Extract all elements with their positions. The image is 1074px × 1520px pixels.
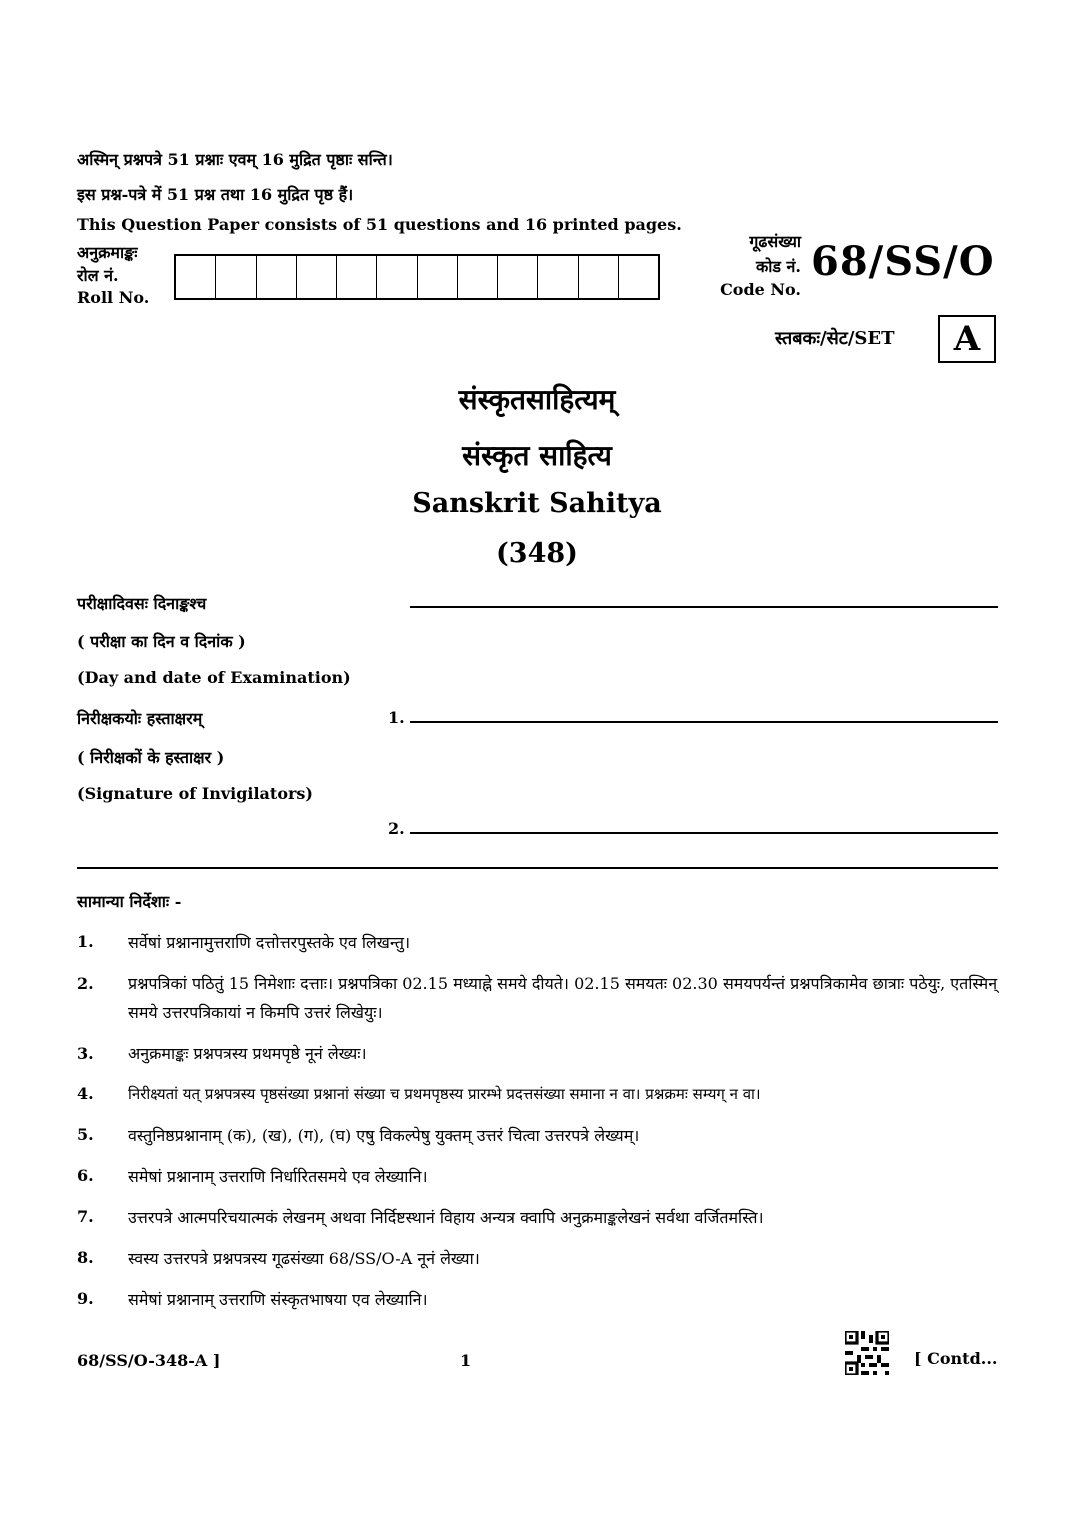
roll-digit-box[interactable] xyxy=(458,256,498,298)
roll-label-english: Roll No. xyxy=(77,288,150,307)
instruction-number: 4. xyxy=(77,1084,94,1103)
set-label: स्तबकः/सेट/SET xyxy=(775,328,895,349)
title-hindi: संस्कृत साहित्य xyxy=(462,439,612,472)
instruction-text: समेषां प्रश्नानाम् उत्तराणि निर्धारितसमये एव लेख्यानि। xyxy=(128,1167,428,1186)
instruction-text: प्रश्नपत्रिकां पठितुं 15 निमेशाः दत्ताः। प्रश्नपत्रिका 02.15 मध्याह्ने समये दीयते। 02.15 समयतः 02.30 समयपर्यन्तं प्रश्नपत्रिकामेव छात्राः पठेयुः, एतस्मिन् समये उत्तरपत्रिकायां न किमपि उत्तरं लिखेयुः। xyxy=(128,974,998,1022)
roll-digit-box[interactable] xyxy=(216,256,256,298)
code-label-sanskrit: गूढसंख्या xyxy=(749,232,801,251)
section-divider xyxy=(77,867,998,869)
instruction-text: सर्वेषां प्रश्नानामुत्तराणि दत्तोत्तरपुस्तके एव लिखन्तु। xyxy=(128,933,411,952)
roll-number-boxes[interactable] xyxy=(174,254,660,300)
instruction-text: अनुक्रमाङ्कः प्रश्नपत्रस्य प्रथमपृष्ठे नूनं लेख्यः। xyxy=(128,1044,367,1063)
roll-digit-box[interactable] xyxy=(579,256,619,298)
continued-label: [ Contd... xyxy=(914,1349,998,1368)
roll-digit-box[interactable] xyxy=(538,256,578,298)
roll-digit-box[interactable] xyxy=(297,256,337,298)
signature-1-line[interactable] xyxy=(410,721,998,723)
header-english-line: This Question Paper consists of 51 questions and 16 printed pages. xyxy=(77,215,682,234)
date-label-english: (Day and date of Examination) xyxy=(77,668,351,687)
title-sanskrit: संस्कृतसाहित्यम् xyxy=(458,383,616,416)
instruction-number: 8. xyxy=(77,1248,94,1267)
signature-label-english: (Signature of Invigilators) xyxy=(77,784,313,803)
signature-label-sanskrit: निरीक्षकयोः हस्ताक्षरम् xyxy=(77,709,203,728)
set-value-box: A xyxy=(938,315,996,363)
instruction-number: 3. xyxy=(77,1044,94,1063)
roll-digit-box[interactable] xyxy=(418,256,458,298)
instruction-text: वस्तुनिष्ठप्रश्नानाम् (क), (ख), (ग), (घ) एषु विकल्पेषु युक्तम् उत्तरं चित्वा उत्तरपत्रे लेख्यम्। xyxy=(128,1126,640,1145)
subject-code: (348) xyxy=(496,538,578,569)
date-label-hindi: ( परीक्षा का दिन व दिनांक ) xyxy=(77,632,246,651)
signature-1-number: 1. xyxy=(388,708,405,727)
code-number: 68/SS/O xyxy=(811,238,995,285)
roll-label-hindi: रोल नं. xyxy=(77,266,119,285)
roll-digit-box[interactable] xyxy=(257,256,297,298)
roll-digit-box[interactable] xyxy=(498,256,538,298)
instruction-text: निरीक्ष्यतां यत् प्रश्नपत्रस्य पृष्ठसंख्या प्रश्नानां संख्या च प्रथमपृष्ठस्य प्रारम्भे प्रदत्तसंख्या समाना न वा। प्रश्नक्रमः सम्यग् न वा। xyxy=(128,1085,761,1103)
signature-label-hindi: ( निरीक्षकों के हस्ताक्षर ) xyxy=(77,748,225,767)
instruction-number: 5. xyxy=(77,1125,94,1144)
instruction-number: 2. xyxy=(77,974,94,993)
footer-paper-code: 68/SS/O-348-A ] xyxy=(77,1351,221,1370)
roll-digit-box[interactable] xyxy=(377,256,417,298)
date-label-sanskrit: परीक्षादिवसः दिनाङ्कश्च xyxy=(77,594,207,613)
instruction-text: उत्तरपत्रे आत्मपरिचयात्मकं लेखनम् अथवा निर्दिष्टस्थानं विहाय अन्यत्र क्वापि अनुक्रमाङ्कलेखनं सर्वथा वर्जितमस्ति। xyxy=(128,1208,764,1227)
instruction-number: 9. xyxy=(77,1289,94,1308)
instruction-number: 7. xyxy=(77,1207,94,1226)
roll-digit-box[interactable] xyxy=(337,256,377,298)
signature-2-line[interactable] xyxy=(410,832,998,834)
roll-label-sanskrit: अनुक्रमाङ्कः xyxy=(77,243,138,262)
page-number: 1 xyxy=(460,1351,472,1370)
instructions-heading: सामान्या निर्देशाः - xyxy=(77,892,182,911)
date-line[interactable] xyxy=(410,606,998,608)
qr-code-icon xyxy=(845,1331,889,1375)
header-sanskrit-line: अस्मिन् प्रश्नपत्रे 51 प्रश्नाः एवम् 16 मुद्रित पृष्ठाः सन्ति। xyxy=(77,150,393,169)
roll-digit-box[interactable] xyxy=(619,256,658,298)
signature-2-number: 2. xyxy=(388,819,405,838)
title-english: Sanskrit Sahitya xyxy=(412,488,662,519)
instruction-text: समेषां प्रश्नानाम् उत्तराणि संस्कृतभाषया एव लेख्यानि। xyxy=(128,1290,428,1309)
code-label-hindi: कोड नं. xyxy=(755,257,801,276)
header-hindi-line: इस प्रश्न-पत्रे में 51 प्रश्न तथा 16 मुद्रित पृष्ठ हैं। xyxy=(77,185,354,204)
instruction-text: स्वस्य उत्तरपत्रे प्रश्नपत्रस्य गूढसंख्या 68/SS/O-A नूनं लेख्या। xyxy=(128,1249,480,1268)
instruction-number: 6. xyxy=(77,1166,94,1185)
roll-digit-box[interactable] xyxy=(176,256,216,298)
code-label-english: Code No. xyxy=(720,280,801,299)
instruction-number: 1. xyxy=(77,932,94,951)
